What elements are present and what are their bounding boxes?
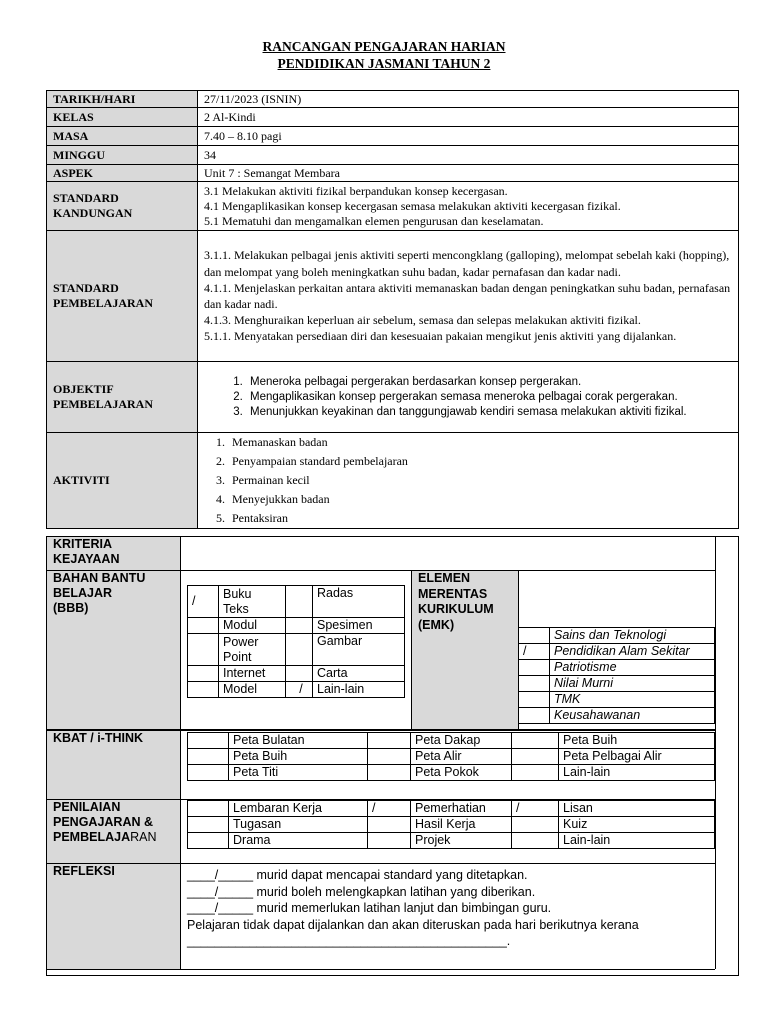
emk-row [519, 644, 715, 660]
kbat-item: Peta Pelbagai Alir [559, 749, 715, 765]
bbb-mark: / [188, 586, 219, 618]
emk-row [519, 692, 715, 708]
refleksi-line: ____/_____ murid boleh melengkapkan latihan yang diberikan. [187, 884, 536, 899]
bbb-item [219, 634, 286, 666]
activity-item: 1. Memanaskan badan [228, 433, 738, 452]
label-line: KEJAYAAN [53, 552, 120, 566]
refleksi-line: Pelajaran tidak dapat dijalankan dan akan diteruskan pada hari berikutnya kerana [187, 917, 639, 932]
kbat-mark [368, 733, 411, 749]
bottom-inner-line [47, 969, 715, 970]
penilaian-item: Drama [229, 833, 368, 849]
label-minggu: MINGGU [47, 146, 198, 165]
sp-line: 4.1.1. Menjelaskan perkaitan antara aktiviti memanaskan badan dengan peningkatkan suhu badan, pernafasan dan kadar nadi. [204, 280, 731, 311]
objective-item: 3. Menunjukkan keyakinan dan tanggungjawab kendiri semasa melakukan aktiviti fizikal. [246, 405, 738, 420]
bbb-item-text: Teks [223, 601, 249, 616]
penilaian-mark [368, 833, 411, 849]
penilaian-item: Lembaran Kerja [229, 801, 368, 817]
bbb-mark: / [286, 682, 313, 698]
bbb-mark [286, 666, 313, 682]
bbb-mark [188, 666, 219, 682]
emk-item: Keusahawanan [550, 708, 715, 724]
penilaian-mark [512, 833, 559, 849]
sp-line: 3.1.1. Melakukan pelbagai jenis aktiviti seperti mencongklang (galloping), melompat sebelah kaki (hopping), dan melompat yang boleh meningkatkan suhu badan, kadar pernafasan dan kadar nadi. [204, 248, 730, 279]
emk-item: Sains dan Teknologi [550, 628, 715, 644]
bbb-item-text: Point [223, 649, 252, 664]
objective-item: 2. Mengaplikasikan konsep pergerakan semasa meneroka pelbagai corak pergerakan. [246, 390, 738, 405]
label-refleksi: REFLEKSI [47, 864, 181, 969]
label-penilaian [47, 800, 181, 863]
penilaian-mark: / [368, 801, 411, 817]
kbat-item: Peta Titi [229, 765, 368, 781]
value-standard-kandungan [198, 182, 739, 231]
label-kriteria [47, 537, 181, 570]
kbat-mark [512, 765, 559, 781]
bbb-item: Radas [313, 586, 405, 618]
penilaian-mark: / [512, 801, 559, 817]
bbb-item-text: Buku [223, 586, 252, 601]
kbat-item: Peta Pokok [411, 765, 512, 781]
bbb-row [188, 682, 405, 698]
row-tarikh [47, 91, 739, 108]
row-aktiviti [47, 433, 739, 529]
kbat-item: Peta Buih [229, 749, 368, 765]
label-aspek: ASPEK [47, 165, 198, 182]
kbat-mark [512, 749, 559, 765]
kbat-item: Peta Bulatan [229, 733, 368, 749]
bbb-item: Lain-lain [313, 682, 405, 698]
document-title: RANCANGAN PENGAJARAN HARIAN [262, 39, 506, 54]
kbat-item: Peta Alir [411, 749, 512, 765]
label-line: MERENTAS [418, 586, 488, 601]
bbb-mark [188, 618, 219, 634]
bbb-item: Gambar [313, 634, 405, 666]
value-minggu: 34 [198, 146, 739, 165]
label-emk [411, 571, 519, 729]
document-subtitle: PENDIDIKAN JASMANI TAHUN 2 [277, 56, 491, 71]
penilaian-table [187, 800, 715, 849]
label-line: PEMBELAJARAN [53, 397, 154, 411]
label-line: PENILAIAN [53, 800, 121, 814]
row-standard-kandungan [47, 182, 739, 231]
row-kelas [47, 108, 739, 127]
sk-line: 3.1 Melakukan aktiviti fizikal berpandukan konsep kecergasan. [204, 183, 508, 198]
emk-row [519, 676, 715, 692]
penilaian-item: Tugasan [229, 817, 368, 833]
kbat-item: Lain-lain [559, 765, 715, 781]
value-kelas: 2 Al-Kindi [198, 108, 739, 127]
refleksi-content [187, 867, 639, 950]
assessment-section [46, 536, 739, 976]
emk-table [518, 627, 715, 724]
bbb-row [188, 586, 405, 618]
emk-item: TMK [550, 692, 715, 708]
kbat-table [187, 732, 715, 781]
activity-item: 2. Penyampaian standard pembelajaran [228, 452, 738, 471]
label-line: PEMBELAJARAN [53, 296, 154, 310]
value-aspek: Unit 7 : Semangat Membara [198, 165, 739, 182]
kbat-mark [512, 733, 559, 749]
value-objektif [198, 362, 739, 433]
emk-item: Pendidikan Alam Sekitar [550, 644, 715, 660]
value-tarikh: 27/11/2023 (ISNIN) [198, 91, 739, 108]
label-line: KRITERIA [53, 537, 113, 551]
sk-line: 5.1 Mematuhi dan mengamalkan elemen pengurusan dan keselamatan. [204, 213, 544, 228]
bbb-row [188, 634, 405, 666]
kbat-item: Peta Dakap [411, 733, 512, 749]
penilaian-mark [188, 801, 229, 817]
lesson-info-table [46, 90, 739, 529]
label-line: STANDARD [53, 281, 119, 295]
bbb-item: Spesimen [313, 618, 405, 634]
value-standard-pembelajaran [198, 231, 739, 362]
penilaian-item: Lain-lain [559, 833, 715, 849]
label-standard-pembelajaran [47, 231, 198, 362]
bbb-mark [188, 634, 219, 666]
label-kbat: KBAT / i-THINK [47, 731, 181, 799]
refleksi-line: ______________________________________________. [187, 934, 511, 948]
refleksi-line: ____/_____ murid memerlukan latihan lanjut dan bimbingan guru. [187, 901, 552, 915]
kbat-row [188, 733, 715, 749]
penilaian-mark [368, 817, 411, 833]
bbb-item: Modul [219, 618, 286, 634]
kbat-mark [188, 765, 229, 781]
label-standard-kandungan [47, 182, 198, 231]
bbb-item [219, 586, 286, 618]
bbb-item: Model [219, 682, 286, 698]
emk-mark [519, 676, 550, 692]
emk-mark [519, 660, 550, 676]
label-line: KURIKULUM [418, 602, 494, 616]
label-line: BAHAN BANTU [53, 571, 146, 585]
label-line: PEMBELAJA [53, 830, 131, 844]
label-line: PENGAJARAN & [53, 815, 154, 829]
label-tarikh: TARIKH/HARI [47, 91, 198, 108]
kbat-mark [188, 749, 229, 765]
label-line: OBJEKTIF [53, 382, 114, 396]
row-minggu [47, 146, 739, 165]
sp-line: 5.1.1. Menyatakan persediaan diri dan kesesuaian pakaian mengikut jenis aktiviti yang dijalankan. [204, 329, 677, 344]
activity-item: 4. Menyejukkan badan [228, 490, 738, 509]
label-masa: MASA [47, 127, 198, 146]
kbat-mark [368, 749, 411, 765]
bbb-row [188, 618, 405, 634]
bbb-mark [286, 586, 313, 618]
penilaian-row [188, 801, 715, 817]
label-aktiviti: AKTIVITI [47, 433, 198, 529]
penilaian-item: Hasil Kerja [411, 817, 512, 833]
penilaian-mark [188, 833, 229, 849]
penilaian-row [188, 833, 715, 849]
row-masa [47, 127, 739, 146]
value-aktiviti [198, 433, 739, 529]
objective-item: 1. Meneroka pelbagai pergerakan berdasarkan konsep pergerakan. [246, 375, 738, 390]
penilaian-item: Pemerhatian [411, 801, 512, 817]
label-line: (EMK) [418, 617, 455, 632]
penilaian-item: Projek [411, 833, 512, 849]
row-objektif [47, 362, 739, 433]
penilaian-item: Kuiz [559, 817, 715, 833]
value-masa: 7.40 – 8.10 pagi [198, 127, 739, 146]
emk-row [519, 628, 715, 644]
emk-mark [519, 628, 550, 644]
row-standard-pembelajaran [47, 231, 739, 362]
bbb-row [188, 666, 405, 682]
penilaian-mark [188, 817, 229, 833]
penilaian-mark [512, 817, 559, 833]
row-aspek [47, 165, 739, 182]
label-line: KANDUNGAN [53, 206, 133, 220]
bbb-mark [286, 634, 313, 666]
emk-row [519, 708, 715, 724]
sk-line: 4.1 Mengaplikasikan konsep kecergasan semasa melakukan aktiviti kecergasan fizikal. [204, 198, 621, 213]
emk-mark [519, 708, 550, 724]
activity-item: 3. Permainan kecil [228, 471, 738, 490]
label-line: STANDARD [53, 191, 119, 205]
kbat-mark [368, 765, 411, 781]
label-kelas: KELAS [47, 108, 198, 127]
bbb-mark [188, 682, 219, 698]
label-line: (BBB) [53, 601, 89, 615]
kbat-row [188, 749, 715, 765]
sp-line: 4.1.3. Menghuraikan keperluan air sebelum, semasa dan selepas melakukan aktiviti fizikal. [204, 313, 641, 328]
emk-mark [519, 692, 550, 708]
penilaian-item: Lisan [559, 801, 715, 817]
label-line: RAN [130, 830, 157, 844]
bbb-item: Internet [219, 666, 286, 682]
bbb-item-text: Power [223, 634, 259, 649]
emk-row [519, 660, 715, 676]
activity-item: 5. Pentaksiran [228, 509, 738, 528]
kbat-mark [188, 733, 229, 749]
kbat-item: Peta Buih [559, 733, 715, 749]
right-border [715, 537, 716, 969]
label-objektif [47, 362, 198, 433]
label-line: BELAJAR [53, 586, 113, 600]
emk-item: Patriotisme [550, 660, 715, 676]
bbb-mark [286, 618, 313, 634]
refleksi-line: ____/_____ murid dapat mencapai standard yang ditetapkan. [187, 868, 528, 882]
label-line: ELEMEN [418, 571, 471, 585]
label-bbb [47, 571, 181, 729]
penilaian-row [188, 817, 715, 833]
kbat-row [188, 765, 715, 781]
bbb-table [187, 585, 405, 698]
emk-mark: / [519, 644, 550, 660]
bbb-item: Carta [313, 666, 405, 682]
emk-item: Nilai Murni [550, 676, 715, 692]
